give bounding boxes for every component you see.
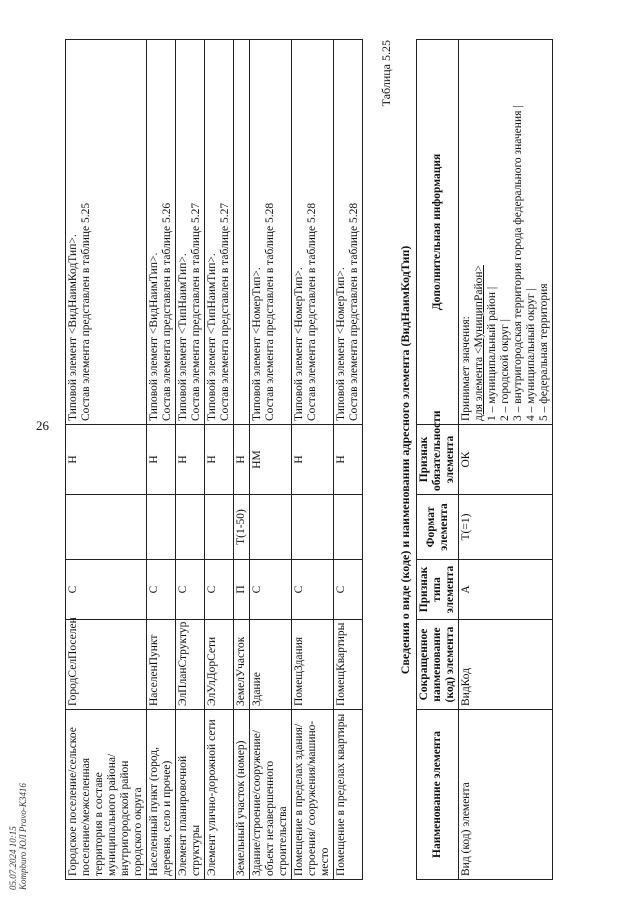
header-cell-required: Признак обязательности элемента [417, 425, 459, 495]
cell-type: С [250, 560, 292, 620]
cell-name: Элемент улично-дорожной сети [205, 710, 234, 880]
cell-info [147, 40, 176, 425]
cell-name: Земельный участок (номер) [234, 710, 250, 880]
cell-required: Н [292, 425, 334, 495]
cell-format [147, 495, 176, 560]
info-value-2: 2 – городской округ | [499, 319, 511, 421]
cell-info [459, 40, 553, 425]
cell-required: Н [66, 425, 147, 495]
cell-info [250, 40, 292, 425]
info-line: Типовой элемент <НомерТип>. [335, 267, 347, 421]
cell-abbr: ГородСелПоселен [66, 620, 147, 710]
cell-format: T(1-50) [234, 495, 250, 560]
table-caption: Таблица 5.25 [379, 40, 393, 107]
cell-name: Здание/строение/сооружение/объект незавершенного строительства [250, 710, 292, 880]
cell-abbr: ЭлУлДорСети [205, 620, 234, 710]
cell-type: С [176, 560, 205, 620]
cell-required: Н [147, 425, 176, 495]
info-line: Состав элемента представлен в таблице 5.27 [190, 202, 202, 421]
info-line: Типовой элемент <ВидНаимТип>. [148, 252, 160, 421]
info-line: Типовой элемент <ВидНаимКодТип>. [67, 234, 79, 421]
cell-abbr: ПомещЗдания [292, 620, 334, 710]
cell-name: Помещение в пределах квартиры [334, 710, 363, 880]
document-stamp [8, 760, 28, 890]
info-values [486, 43, 551, 421]
continued-table [65, 39, 363, 880]
cell-type: С [292, 560, 334, 620]
table-row [234, 40, 250, 880]
info-line: Типовой элемент <НомерТип>. [293, 267, 305, 421]
table-row [250, 40, 292, 880]
table-row [334, 40, 363, 880]
cell-required: ОК [459, 425, 553, 495]
info-value-3: 3 – внутригородская территория города федерального значения | [512, 105, 524, 421]
cell-name: Вид (код) элемента [459, 710, 553, 880]
page-number: 26 [36, 418, 49, 433]
cell-required: НМ [250, 425, 292, 495]
cell-info [205, 40, 234, 425]
stamp-date: 05.07.2024 10:15 [8, 826, 18, 890]
cell-required: Н [334, 425, 363, 495]
cell-abbr: НаселенПункт [147, 620, 176, 710]
info-line: Типовой элемент <ТипНаимТип>. [206, 253, 218, 421]
table-row [459, 40, 553, 880]
continued-table-body [66, 40, 363, 880]
info-line: Состав элемента представлен в таблице 5.28 [264, 202, 276, 421]
cell-info [334, 40, 363, 425]
cell-format [205, 495, 234, 560]
cell-required: Н [234, 425, 250, 495]
header-cell-abbr: Сокращенное наименование (код) элемента [417, 620, 459, 710]
info-line: Состав элемента представлен в таблице 5.26 [161, 202, 173, 421]
cell-name: Помещение в пределах здания/строения/ сооружения/машино-место [292, 710, 334, 880]
header-cell-type: Признак типа элемента [417, 560, 459, 620]
cell-abbr: Здание [250, 620, 292, 710]
cell-format [250, 495, 292, 560]
cell-required: Н [176, 425, 205, 495]
stamp-source: Kompburo ЮЛ Pravo-K3416 [18, 783, 28, 890]
info-value-5: 5 – федеральная территория [538, 283, 550, 421]
cell-required: Н [205, 425, 234, 495]
cell-info [292, 40, 334, 425]
cell-format [66, 495, 147, 560]
cell-abbr: ЗемелУчасток [234, 620, 250, 710]
cell-format [176, 495, 205, 560]
cell-abbr: ВидКод [459, 620, 553, 710]
header-cell-name: Наименование элемента [417, 710, 459, 880]
table-row [205, 40, 234, 880]
cell-type: С [334, 560, 363, 620]
info-value-4: 4 – муниципальный округ | [525, 288, 537, 421]
table-row [176, 40, 205, 880]
info-line: Состав элемента представлен в таблице 5.28 [348, 202, 360, 421]
cell-type: С [205, 560, 234, 620]
table-row [147, 40, 176, 880]
cell-name: Элемент планировочной структуры [176, 710, 205, 880]
table-row [66, 40, 147, 880]
cell-type: А [459, 560, 553, 620]
cell-abbr: ПомещКвартиры [334, 620, 363, 710]
table-title: Сведения о виде (коде) и наименовании адресного элемента (ВидНаимКодТип) [398, 245, 412, 675]
cell-info [234, 40, 250, 425]
cell-name: Городское поселение/сельское поселение/межселенная территория в составе муниципального района/внутригородской район городского округа [66, 710, 147, 880]
table-row [292, 40, 334, 880]
info-line: Типовой элемент <ТипНаимТип>. [177, 253, 189, 421]
info-line: Состав элемента представлен в таблице 5.25 [80, 202, 92, 421]
cell-type: С [66, 560, 147, 620]
header-cell-format: Формат элемента [417, 495, 459, 560]
info-element-ref: для элемента <МуниципРайон> [473, 265, 485, 421]
rotated-page-content [65, 40, 635, 880]
cell-format [292, 495, 334, 560]
cell-format: T(=1) [459, 495, 553, 560]
cell-info [176, 40, 205, 425]
header-cell-info: Дополнительная информация [417, 40, 459, 425]
info-intro: Принимает значения: [460, 316, 472, 421]
info-value-1: 1 – муниципальный район | [486, 286, 498, 421]
info-line: Типовой элемент <НомерТип>. [251, 267, 263, 421]
cell-abbr: ЭлПланСтруктур [176, 620, 205, 710]
cell-format [334, 495, 363, 560]
cell-name: Населенный пункт (город, деревня, село и прочее) [147, 710, 176, 880]
cell-info [66, 40, 147, 425]
cell-type: П [234, 560, 250, 620]
info-line: Состав элемента представлен в таблице 5.27 [219, 202, 231, 421]
info-line: Состав элемента представлен в таблице 5.28 [306, 202, 318, 421]
header-row [417, 40, 459, 880]
main-table [416, 39, 553, 880]
cell-type: С [147, 560, 176, 620]
